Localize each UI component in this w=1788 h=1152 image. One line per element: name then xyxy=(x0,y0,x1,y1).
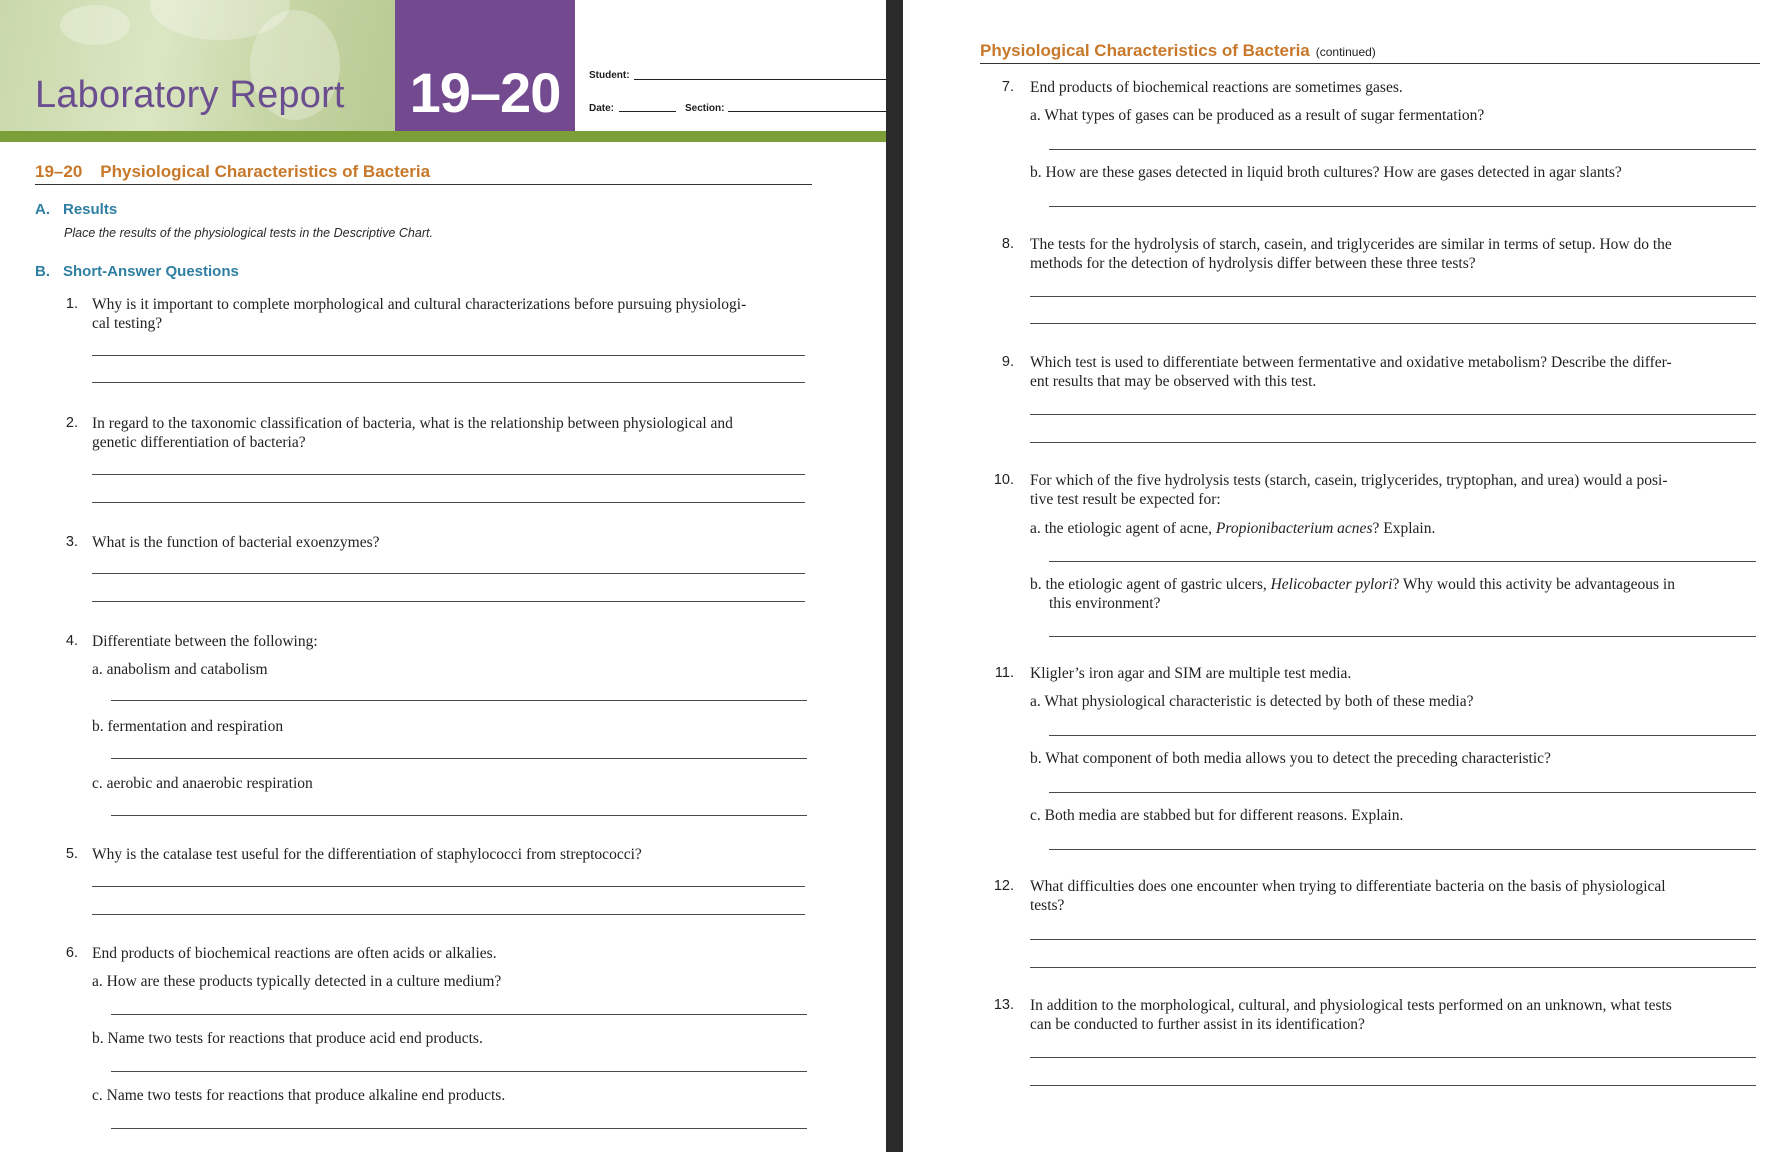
sub-question xyxy=(1030,575,1770,594)
sub-question: b. How are these gases detected in liquid broth cultures? How are gases detected in agar slants? xyxy=(1030,164,1622,181)
subhead-title: Results xyxy=(63,201,118,218)
results-instruction: Place the results of the physiological tests in the Descriptive Chart. xyxy=(64,226,433,240)
sub-question: b. Name two tests for reactions that produce acid end products. xyxy=(92,1030,483,1047)
question-number: 5. xyxy=(65,846,78,862)
answer-line[interactable] xyxy=(111,815,807,816)
heading-number: 19–20 xyxy=(35,162,83,181)
sub-question: a. How are these products typically detected in a culture medium? xyxy=(92,973,502,990)
answer-line[interactable] xyxy=(111,758,807,759)
question-text: methods for the detection of hydrolysis differ between these three tests? xyxy=(1030,255,1476,272)
question-number: 1. xyxy=(65,296,78,312)
answer-line[interactable] xyxy=(111,1071,807,1072)
question-text: cal testing? xyxy=(92,315,163,332)
question-10 xyxy=(980,471,1770,511)
answer-line[interactable] xyxy=(92,355,805,356)
question-text: End products of biochemical reactions are often acids or alkalies. xyxy=(92,945,497,962)
subhead-short-answer xyxy=(35,263,239,280)
question-text: tive test result be expected for: xyxy=(1030,491,1221,508)
question-text: End products of biochemical reactions are sometimes gases. xyxy=(1030,79,1403,96)
sub-question: a. What types of gases can be produced as a result of sugar fermentation? xyxy=(1030,107,1485,124)
heading-title: Physiological Characteristics of Bacteria xyxy=(100,162,431,181)
question-number: 10. xyxy=(993,472,1014,488)
question-text: can be conducted to further assist in its identification? xyxy=(1030,1016,1365,1033)
subhead-title: Short-Answer Questions xyxy=(63,263,239,280)
question-text: The tests for the hydrolysis of starch, casein, and triglycerides are similar in terms of setup. How do the xyxy=(1030,236,1672,253)
student-field[interactable] xyxy=(634,79,886,80)
answer-line[interactable] xyxy=(1049,735,1756,736)
decorative-blob xyxy=(60,5,130,45)
question-4 xyxy=(52,632,822,652)
answer-line[interactable] xyxy=(1030,442,1756,443)
continued-heading xyxy=(980,41,1376,61)
answer-line[interactable] xyxy=(92,573,805,574)
date-field[interactable] xyxy=(619,111,676,112)
heading-title: Physiological Characteristics of Bacteria xyxy=(980,41,1310,60)
answer-line[interactable] xyxy=(111,1014,807,1015)
question-text: tests? xyxy=(1030,897,1065,914)
answer-line[interactable] xyxy=(1049,561,1756,562)
answer-line[interactable] xyxy=(1049,149,1756,150)
right-page xyxy=(903,0,1788,1152)
sub-question xyxy=(1030,519,1435,538)
answer-line[interactable] xyxy=(111,700,807,701)
answer-line[interactable] xyxy=(1030,296,1756,297)
question-text: In addition to the morphological, cultural, and physiological tests performed on an unknown, what tests xyxy=(1030,997,1672,1014)
section-field[interactable] xyxy=(728,111,886,112)
question-number: 9. xyxy=(1001,354,1014,370)
heading-rule xyxy=(980,63,1760,64)
question-number: 4. xyxy=(65,633,78,649)
report-number-block xyxy=(395,0,575,142)
answer-line[interactable] xyxy=(92,502,805,503)
question-text: Kligler’s iron agar and SIM are multiple test media. xyxy=(1030,665,1352,682)
question-6 xyxy=(52,944,822,964)
sub-question: c. Both media are stabbed but for different reasons. Explain. xyxy=(1030,807,1404,824)
subhead-results xyxy=(35,201,117,218)
question-text: What is the function of bacterial exoenzymes? xyxy=(92,534,380,551)
question-3 xyxy=(52,533,822,553)
answer-line[interactable] xyxy=(1030,967,1756,968)
student-label: Student: xyxy=(589,70,630,81)
question-text: What difficulties does one encounter when trying to differentiate bacteria on the basis of physiological xyxy=(1030,878,1666,895)
question-11 xyxy=(980,664,1770,684)
question-number: 7. xyxy=(1001,79,1014,95)
left-page xyxy=(0,0,886,1152)
answer-line[interactable] xyxy=(1049,636,1756,637)
continued-label: (continued) xyxy=(1315,45,1376,59)
question-text: genetic differentiation of bacteria? xyxy=(92,434,306,451)
answer-line[interactable] xyxy=(1030,939,1756,940)
question-9 xyxy=(980,353,1770,393)
question-13 xyxy=(980,996,1770,1036)
subhead-letter: B. xyxy=(35,263,50,280)
answer-line[interactable] xyxy=(1049,206,1756,207)
sub-question: b. What component of both media allows you to detect the preceding characteristic? xyxy=(1030,750,1551,767)
sub-question-text: ? Explain. xyxy=(1372,520,1436,537)
question-text: Why is it important to complete morphological and cultural characterizations before pursuing physiologi- xyxy=(92,296,747,313)
section-label: Section: xyxy=(685,103,725,114)
answer-line[interactable] xyxy=(92,886,805,887)
sub-question-continued: this environment? xyxy=(1049,595,1161,612)
section-heading xyxy=(35,162,430,182)
question-text: Why is the catalase test useful for the differentiation of staphylococci from streptococci? xyxy=(92,846,642,863)
answer-line[interactable] xyxy=(92,914,805,915)
question-text: ent results that may be observed with this test. xyxy=(1030,373,1317,390)
question-number: 6. xyxy=(65,945,78,961)
organism-name: Propionibacterium acnes xyxy=(1215,520,1373,537)
sub-question: a. What physiological characteristic is detected by both of these media? xyxy=(1030,693,1474,710)
question-number: 3. xyxy=(65,534,78,550)
question-text: Which test is used to differentiate between fermentative and oxidative metabolism? Describe the differ- xyxy=(1030,354,1672,371)
question-number: 2. xyxy=(65,415,78,431)
question-number: 13. xyxy=(993,997,1014,1013)
green-rule xyxy=(0,131,886,142)
question-5 xyxy=(52,845,822,865)
report-number: 19–20 xyxy=(409,61,561,124)
answer-line[interactable] xyxy=(1030,323,1756,324)
subhead-letter: A. xyxy=(35,201,50,218)
answer-line[interactable] xyxy=(1049,792,1756,793)
answer-line[interactable] xyxy=(92,601,805,602)
question-text: For which of the five hydrolysis tests (starch, casein, triglycerides, tryptophan, and urea) would a posi- xyxy=(1030,472,1668,489)
sub-question: c. aerobic and anaerobic respiration xyxy=(92,775,313,792)
question-text: In regard to the taxonomic classification of bacteria, what is the relationship between physiological and xyxy=(92,415,733,432)
answer-line[interactable] xyxy=(92,474,805,475)
question-number: 12. xyxy=(993,878,1014,894)
sub-question-text: ? Why would this activity be advantageous in xyxy=(1392,576,1675,593)
question-8 xyxy=(980,235,1770,275)
date-label: Date: xyxy=(589,103,615,114)
answer-line[interactable] xyxy=(1049,849,1756,850)
answer-line[interactable] xyxy=(1030,414,1756,415)
answer-line[interactable] xyxy=(1030,1057,1756,1058)
page-gutter xyxy=(886,0,903,1152)
question-text: Differentiate between the following: xyxy=(92,633,318,650)
heading-rule xyxy=(35,184,812,185)
question-7 xyxy=(980,78,1770,98)
sub-question: c. Name two tests for reactions that produce alkaline end products. xyxy=(92,1087,506,1104)
question-2 xyxy=(52,414,822,454)
question-number: 11. xyxy=(994,665,1014,681)
answer-line[interactable] xyxy=(1030,1085,1756,1086)
sub-question-text: b. the etiologic agent of gastric ulcers, xyxy=(1030,576,1271,593)
sub-question: a. anabolism and catabolism xyxy=(92,661,268,678)
question-number: 8. xyxy=(1001,236,1014,252)
sub-question-text: a. the etiologic agent of acne, xyxy=(1030,520,1216,537)
report-title: Laboratory Report xyxy=(35,74,345,116)
question-1 xyxy=(52,295,822,335)
sub-question: b. fermentation and respiration xyxy=(92,718,284,735)
organism-name: Helicobacter pylori xyxy=(1270,576,1393,593)
answer-line[interactable] xyxy=(111,1128,807,1129)
question-12 xyxy=(980,877,1770,917)
answer-line[interactable] xyxy=(92,382,805,383)
